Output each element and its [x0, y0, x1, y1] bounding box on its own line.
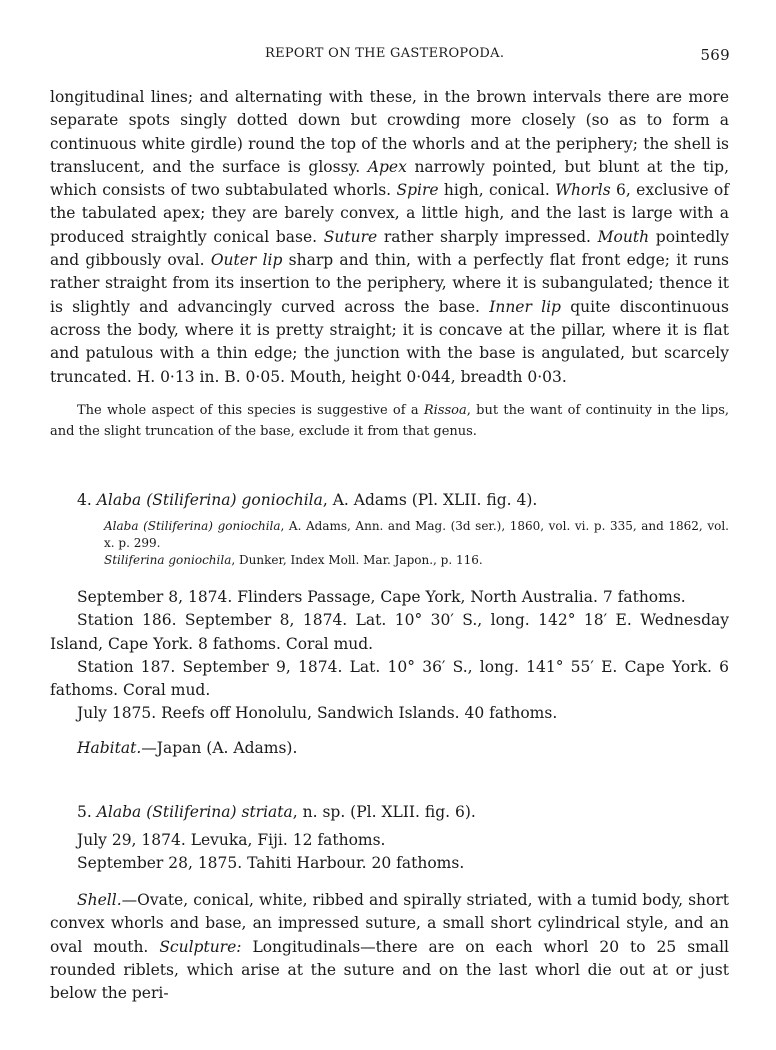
- species-5-heading: [50, 801, 729, 823]
- mouth-text: pointedly and gibbously oval.: [50, 227, 729, 270]
- note-before: The whole aspect of this species is suggestive of a: [77, 403, 419, 418]
- species-4-records: [50, 586, 729, 726]
- species-5-name: striata: [241, 803, 293, 821]
- species-4-synonymy: [104, 518, 729, 569]
- species-5-records: [50, 829, 729, 876]
- page-number: 569: [700, 46, 730, 64]
- whorls-label: Whorls: [555, 181, 611, 200]
- mouth-label: Mouth: [597, 227, 650, 246]
- inner-lip-label: Inner lip: [489, 297, 561, 316]
- note-genus: Rissoa: [423, 403, 467, 418]
- synonym-1: [104, 518, 729, 552]
- species-4-habitat: [50, 737, 729, 760]
- species-4-number: 4.: [77, 491, 92, 509]
- synonym-2: [104, 552, 729, 569]
- outer-lip-label: Outer lip: [210, 251, 283, 270]
- running-title: REPORT ON THE GASTEROPODA.: [265, 46, 505, 61]
- synonym-1-reference: , A. Adams, Ann. and Mag. (3d ser.), 1860, vol. vi. p. 335, and 1862, vol. x. p. 299.: [104, 519, 729, 550]
- record-row: July 29, 1874. Levuka, Fiji. 12 fathoms.: [77, 831, 386, 849]
- species-4-heading: [50, 489, 729, 511]
- shell-text: —Ovate, conical, white, ribbed and spirally striated, with a tumid body, short convex whorls and base, an impressed suture, a small short cylindrical style, and an oval mouth.: [50, 891, 729, 956]
- suture-label: Suture: [323, 227, 378, 246]
- spire-label: Spire: [396, 181, 439, 200]
- apex-text: narrowly pointed, but blunt at the tip, which consists of two subtabulated whorls.: [50, 157, 730, 200]
- apex-label: Apex: [367, 157, 407, 176]
- species-4-subgenus: (Stiliferina): [146, 491, 237, 509]
- habitat-text: —Japan (A. Adams).: [141, 739, 298, 757]
- species-description: [50, 86, 729, 389]
- species-4-authority: , A. Adams (Pl. XLII. fig. 4).: [322, 491, 538, 509]
- record-row: Station 186. September 8, 1874. Lat. 10° 30′ S., long. 142° 18′ E. Wednesday Island, Cape York. 8 fathoms. Coral mud.: [50, 611, 729, 653]
- synonym-2-name: Stiliferina goniochila: [104, 553, 232, 567]
- running-header: [50, 46, 730, 66]
- sculpture-label: Sculpture:: [159, 937, 242, 956]
- record-row: July 1875. Reefs off Honolulu, Sandwich Islands. 40 fathoms.: [77, 704, 558, 723]
- species-5-shell-description: [50, 889, 729, 1005]
- species-5-authority: , n. sp. (Pl. XLII. fig. 6).: [292, 803, 476, 821]
- outer-lip-text: sharp and thin, with a perfectly flat front edge; it runs rather straight from its insertion to the periphery, where it is subangulated; thence it is slightly and advancingly curved across the base.: [50, 251, 729, 316]
- whorls-text: 6, exclusive of the tabulated apex; they are barely convex, a little high, and the last is large with a produced straightly conical base.: [50, 181, 729, 246]
- species-4-genus: Alaba: [96, 491, 142, 509]
- description-opening: longitudinal lines; and alternating with these, in the brown intervals there are more separate spots singly dotted down but crowding more closely (so as to form a continuous white girdle) round the top of the whorls and at the periphery; the shell is translucent, and the surface is glossy.: [50, 88, 729, 176]
- species-5-genus: Alaba: [96, 803, 142, 821]
- remark-note: [50, 401, 729, 442]
- suture-text: rather sharply impressed.: [383, 227, 591, 246]
- note-after: , but the want of continuity in the lips, and the slight truncation of the base, exclude it from that genus.: [50, 403, 730, 439]
- synonym-2-reference: , Dunker, Index Moll. Mar. Japon., p. 116.: [231, 553, 483, 567]
- record-row: September 8, 1874. Flinders Passage, Cape York, North Australia. 7 fathoms.: [77, 588, 686, 606]
- species-5-subgenus: (Stiliferina): [146, 803, 237, 821]
- species-4-name: goniochila: [241, 491, 323, 509]
- species-5-number: 5.: [77, 803, 92, 821]
- inner-lip-text: quite discontinuous across the body, where it is pretty straight; it is concave at the pillar, where it is flat and patulous with a thin edge; the junction with the base is angulated, but scarcely truncated. H. 0·13 in. B. 0·05. Mouth, height 0·044, breadth 0·03.: [50, 297, 729, 386]
- record-row: Station 187. September 9, 1874. Lat. 10° 36′ S., long. 141° 55′ E. Cape York. 6 fathoms. Coral mud.: [50, 657, 729, 700]
- shell-label: Shell.: [77, 891, 122, 909]
- synonym-1-name: Alaba (Stiliferina) goniochila: [104, 519, 281, 533]
- sculpture-text: Longitudinals—there are on each whorl 20 to 25 small rounded riblets, which arise at the suture and on the last whorl die out at or just below the peri-: [50, 937, 729, 1003]
- habitat-label: Habitat.: [77, 739, 142, 757]
- record-row: September 28, 1875. Tahiti Harbour. 20 fathoms.: [77, 854, 465, 873]
- spire-text: high, conical.: [443, 181, 550, 200]
